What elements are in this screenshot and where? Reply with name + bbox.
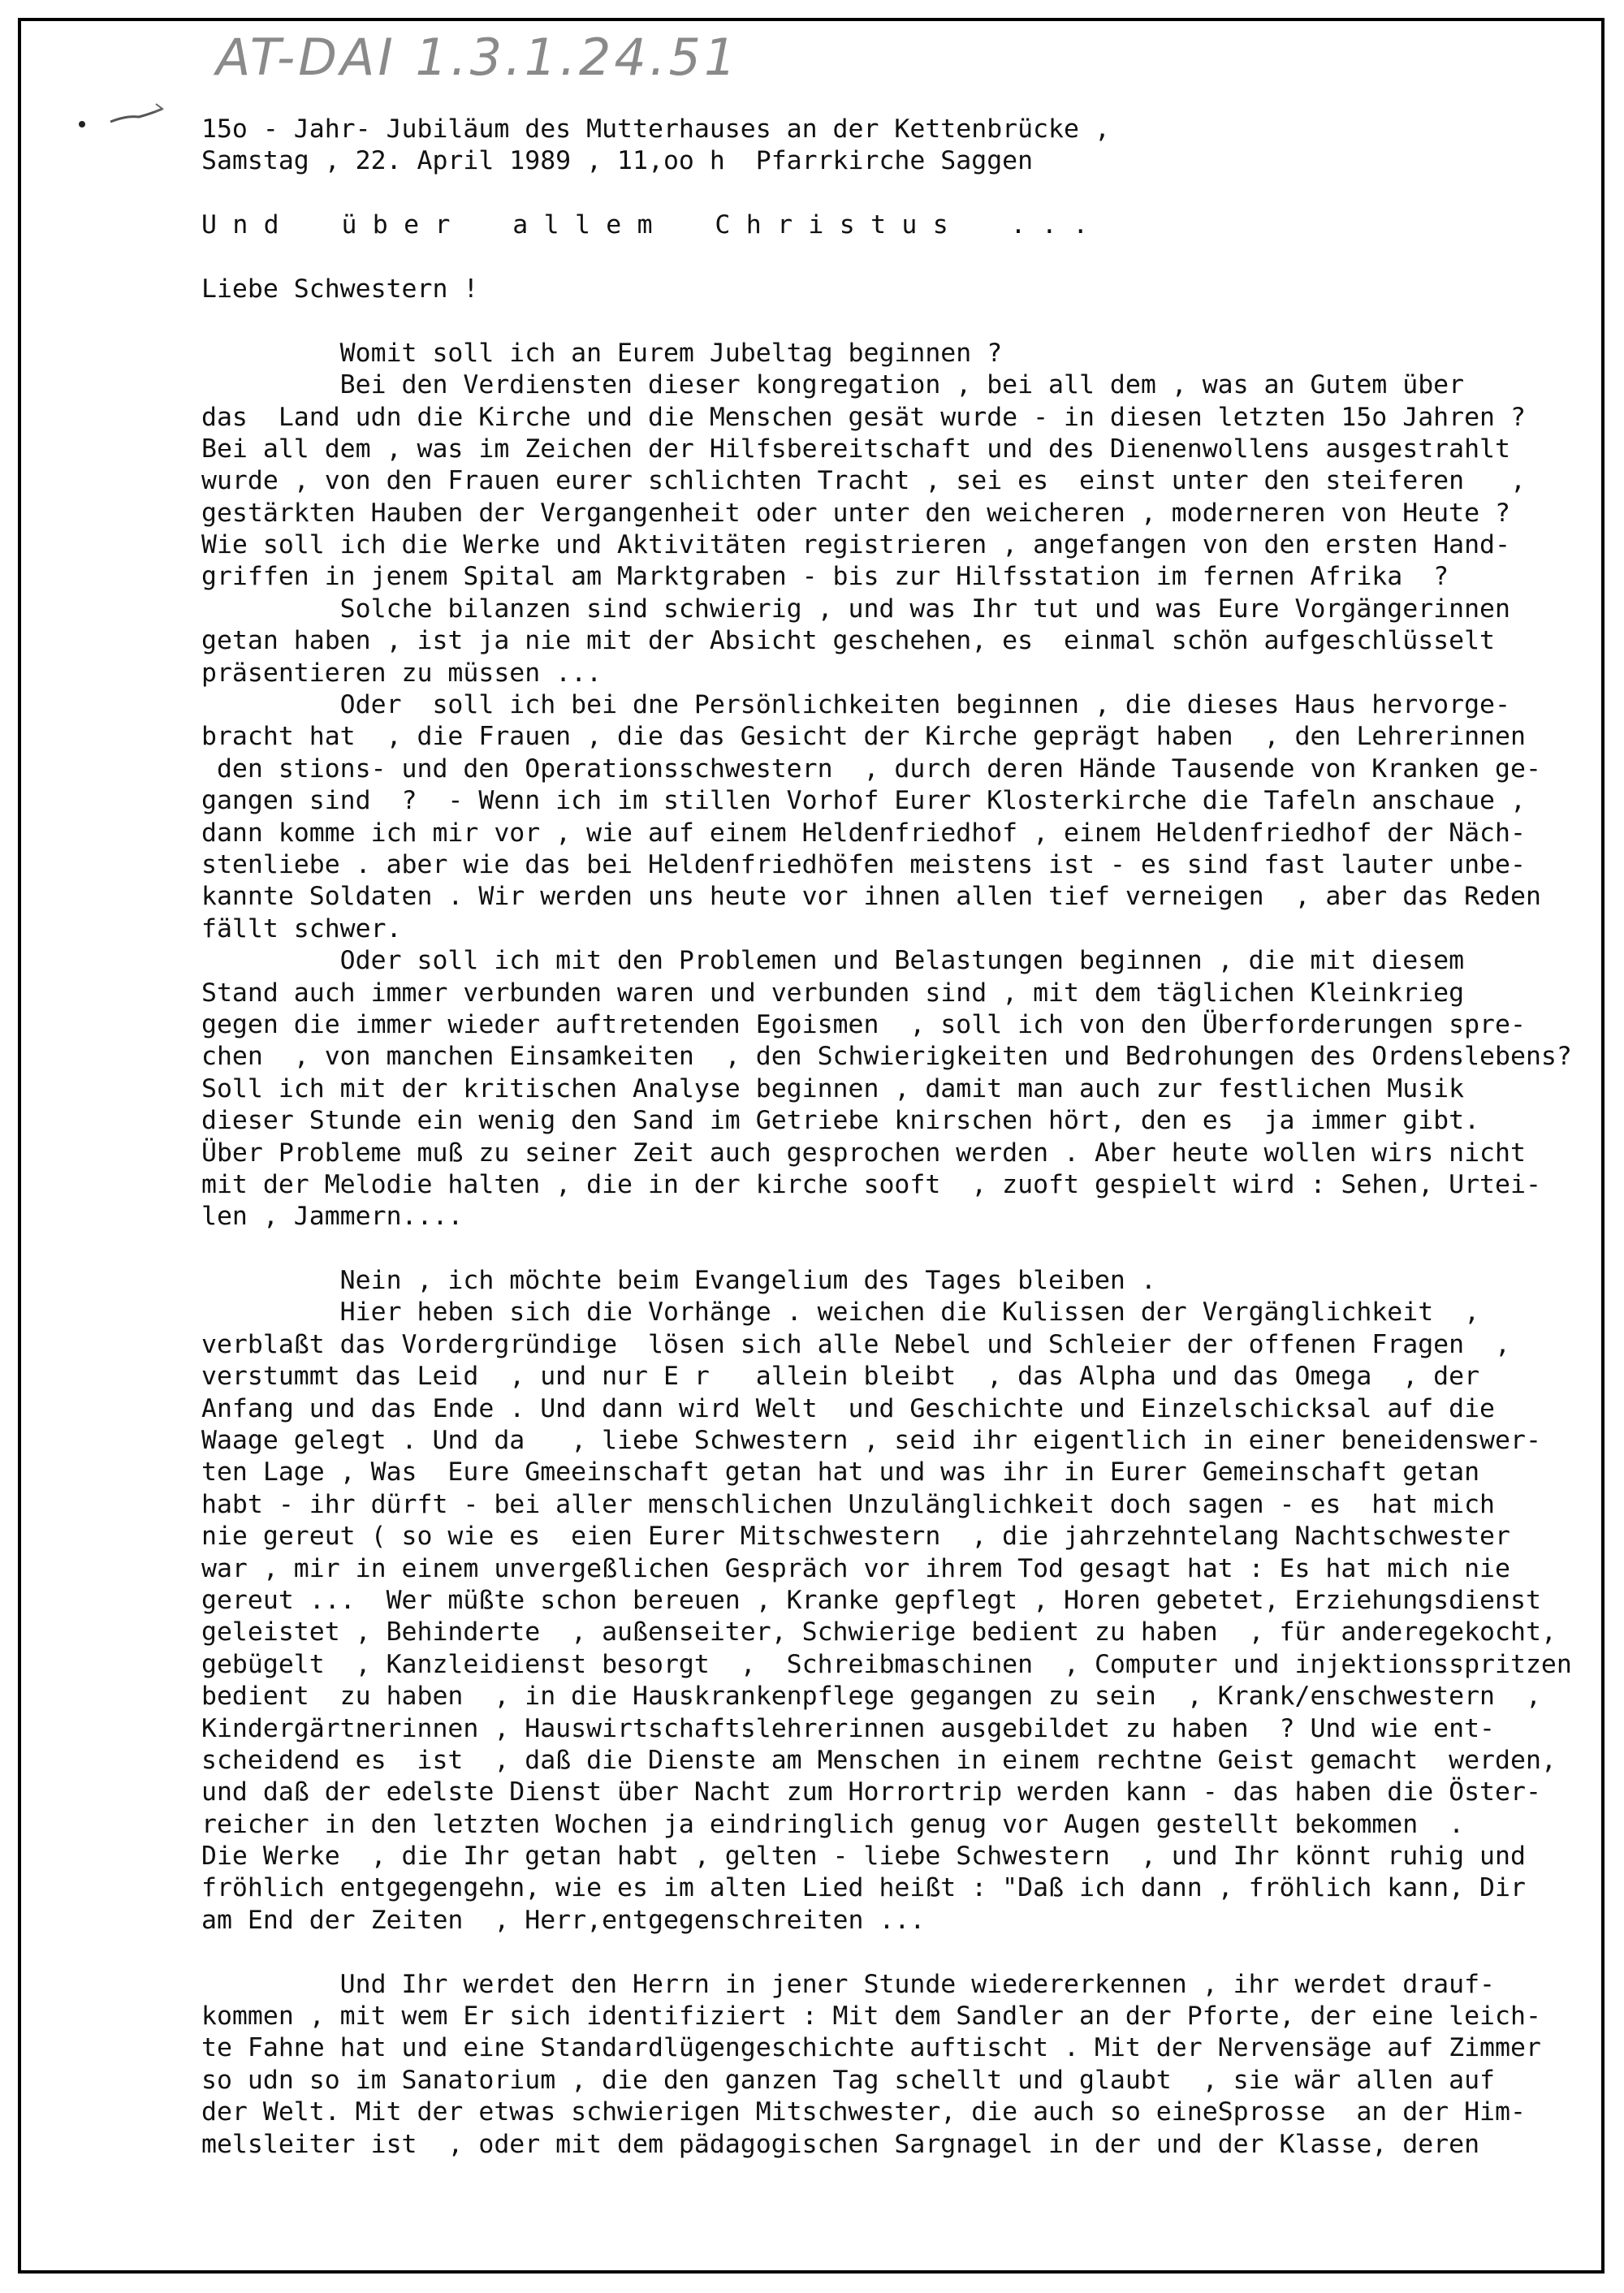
- text-line: Oder soll ich mit den Problemen und Belastungen beginnen , die mit diesem: [201, 946, 1465, 976]
- text-line: Womit soll ich an Eurem Jubeltag beginnen ?: [201, 338, 1003, 368]
- text-line: Hier heben sich die Vorhänge . weichen die Kulissen der Vergänglichkeit ,: [201, 1298, 1480, 1328]
- text-line: den stions- und den Operationsschwestern , durch deren Hände Tausende von Kranken ge-: [201, 754, 1541, 784]
- text-line: Anfang und das Ende . Und dann wird Welt und Geschichte und Einzelschicksal auf die: [201, 1393, 1496, 1423]
- text-line: das Land udn die Kirche und die Menschen gesät wurde - in diesen letzten 15o Jahren ?: [201, 402, 1526, 432]
- text-line: Nein , ich möchte beim Evangelium des Tages bleiben .: [201, 1266, 1156, 1296]
- text-line: gereut ... Wer müßte schon bereuen , Kranke gepflegt , Horen gebetet, Erziehungsdienst: [201, 1585, 1541, 1615]
- text-line: so udn so im Sanatorium , die den ganzen Tag schellt und glaubt , sie wär allen auf: [201, 2065, 1496, 2095]
- letter-document: [201, 114, 1614, 2161]
- text-line: bedient zu haben , in die Hauskrankenpflege gegangen zu sein , Krank/enschwestern ,: [201, 1682, 1541, 1712]
- text-line: Soll ich mit der kritischen Analyse beginnen , damit man auch zur festlichen Musik: [201, 1073, 1465, 1103]
- text-line: Kindergärtnerinnen , Hauswirtschaftslehrerinnen ausgebildet zu haben ? Und wie ent-: [201, 1713, 1496, 1743]
- text-line: gestärkten Hauben der Vergangenheit oder unter den weicheren , moderneren von Heute ?: [201, 498, 1510, 528]
- text-line: Solche bilanzen sind schwierig , und was Ihr tut und was Eure Vorgängerinnen: [201, 594, 1510, 624]
- text-line: ten Lage , Was Eure Gmeeinschaft getan hat und was ihr in Eurer Gemeinschaft getan: [201, 1457, 1480, 1488]
- text-line: gebügelt , Kanzleidienst besorgt , Schreibmaschinen , Computer und injektionsspritzen: [201, 1649, 1572, 1679]
- sermon-title: U n d ü b e r a l l e m C h r i s t u s . . .: [201, 210, 1089, 240]
- text-line: Oder soll ich bei dne Persönlichkeiten beginnen , die dieses Haus hervorge-: [201, 690, 1510, 720]
- text-line: scheidend es ist , daß die Dienste am Menschen in einem rechtne Geist gemacht werden,: [201, 1745, 1557, 1775]
- text-line: Die Werke , die Ihr getan habt , gelten - liebe Schwestern , und Ihr könnt ruhig und: [201, 1842, 1526, 1872]
- text-line: Bei den Verdiensten dieser kongregation , bei all dem , was an Gutem über: [201, 370, 1465, 400]
- text-line: Wie soll ich die Werke und Aktivitäten registrieren , angefangen von den ersten Hand-: [201, 530, 1510, 560]
- text-line: wurde , von den Frauen eurer schlichten Tracht , sei es einst unter den steiferen ,: [201, 466, 1526, 496]
- salutation: Liebe Schwestern !: [201, 274, 479, 304]
- text-line: präsentieren zu müssen ...: [201, 658, 603, 688]
- text-line: griffen in jenem Spital am Marktgraben - bis zur Hilfsstation im fernen Afrika ?: [201, 562, 1449, 592]
- ink-mark-icon: [78, 97, 167, 130]
- text-line: der Welt. Mit der etwas schwierigen Mitschwester, die auch so eineSprosse an der Him-: [201, 2097, 1526, 2127]
- text-line: Waage gelegt . Und da , liebe Schwestern , seid ihr eigentlich in einer beneidenswer-: [201, 1426, 1541, 1456]
- text-line: bracht hat , die Frauen , die das Gesicht der Kirche geprägt haben , den Lehrerinnen: [201, 722, 1526, 752]
- text-line: am End der Zeiten , Herr,entgegenschreiten ...: [201, 1905, 926, 1935]
- text-line: dieser Stunde ein wenig den Sand im Getriebe knirschen hört, den es ja immer gibt.: [201, 1106, 1480, 1136]
- text-line: te Fahne hat und eine Standardlügengeschichte auftischt . Mit der Nervensäge auf Zimmer: [201, 2033, 1541, 2063]
- text-line: reicher in den letzten Wochen ja eindringlich genug vor Augen gestellt bekommen .: [201, 1809, 1465, 1839]
- text-line: gegen die immer wieder auftretenden Egoismen , soll ich von den Überforderungen spre-: [201, 1009, 1526, 1039]
- text-line: habt - ihr dürft - bei aller menschlichen Unzulänglichkeit doch sagen - es hat mich: [201, 1489, 1496, 1519]
- text-line: gangen sind ? - Wenn ich im stillen Vorhof Eurer Klosterkirche die Tafeln anschaue ,: [201, 786, 1526, 816]
- paragraph-block-3: [201, 1969, 1614, 2161]
- text-line: verblaßt das Vordergründige lösen sich alle Nebel und Schleier der offenen Fragen ,: [201, 1329, 1510, 1359]
- text-line: chen , von manchen Einsamkeiten , den Schwierigkeiten und Bedrohungen des Ordenslebens?: [201, 1042, 1572, 1072]
- text-line: melsleiter ist , oder mit dem pädagogischen Sargnagel in der und der Klasse, deren: [201, 2129, 1480, 2159]
- text-line: mit der Melodie halten , die in der kirche sooft , zuoft gespielt wird : Sehen, Urtei-: [201, 1169, 1541, 1199]
- text-line: stenliebe . aber wie das bei Heldenfriedhöfen meistens ist - es sind fast lauter unbe-: [201, 849, 1526, 879]
- text-line: Und Ihr werdet den Herrn in jener Stunde wiedererkennen , ihr werdet drauf-: [201, 1969, 1496, 1999]
- archive-number: AT-DAI 1.3.1.24.51: [216, 28, 740, 87]
- text-line: verstummt das Leid , und nur E r allein bleibt , das Alpha und das Omega , der: [201, 1362, 1480, 1392]
- header-line-1: 15o - Jahr- Jubiläum des Mutterhauses an der Kettenbrücke ,: [201, 114, 1110, 144]
- paragraph-block-1: [201, 338, 1614, 1233]
- text-line: war , mir in einem unvergeßlichen Gespräch vor ihrem Tod gesagt hat : Es hat mich nie: [201, 1553, 1510, 1583]
- text-line: kannte Soldaten . Wir werden uns heute vor ihnen allen tief verneigen , aber das Reden: [201, 882, 1541, 912]
- text-line: Bei all dem , was im Zeichen der Hilfsbereitschaft und des Dienenwollens ausgestrahlt: [201, 434, 1510, 464]
- paragraph-block-2: [201, 1265, 1614, 1937]
- text-line: geleistet , Behinderte , außenseiter, Schwierige bedient zu haben , für anderegekocht,: [201, 1617, 1557, 1647]
- header-line-2: Samstag , 22. April 1989 , 11,oo h Pfarrkirche Saggen: [201, 146, 1034, 176]
- text-line: und daß der edelste Dienst über Nacht zum Horrortrip werden kann - das haben die Öster-: [201, 1777, 1541, 1807]
- text-line: Stand auch immer verbunden waren und verbunden sind , mit dem täglichen Kleinkrieg: [201, 978, 1465, 1008]
- text-line: kommen , mit wem Er sich identifiziert : Mit dem Sandler an der Pforte, der eine leich-: [201, 2002, 1541, 2032]
- text-line: nie gereut ( so wie es eien Eurer Mitschwestern , die jahrzehntelang Nachtschwester: [201, 1522, 1510, 1552]
- text-line: fällt schwer.: [201, 913, 402, 944]
- text-line: Über Probleme muß zu seiner Zeit auch gesprochen werden . Aber heute wollen wirs nicht: [201, 1138, 1526, 1168]
- text-line: len , Jammern....: [201, 1202, 464, 1232]
- text-line: getan haben , ist ja nie mit der Absicht geschehen, es einmal schön aufgeschlüsselt: [201, 626, 1496, 656]
- text-line: fröhlich entgegengehn, wie es im alten Lied heißt : "Daß ich dann , fröhlich kann, Dir: [201, 1873, 1526, 1903]
- text-line: dann komme ich mir vor , wie auf einem Heldenfriedhof , einem Heldenfriedhof der Näch-: [201, 818, 1526, 848]
